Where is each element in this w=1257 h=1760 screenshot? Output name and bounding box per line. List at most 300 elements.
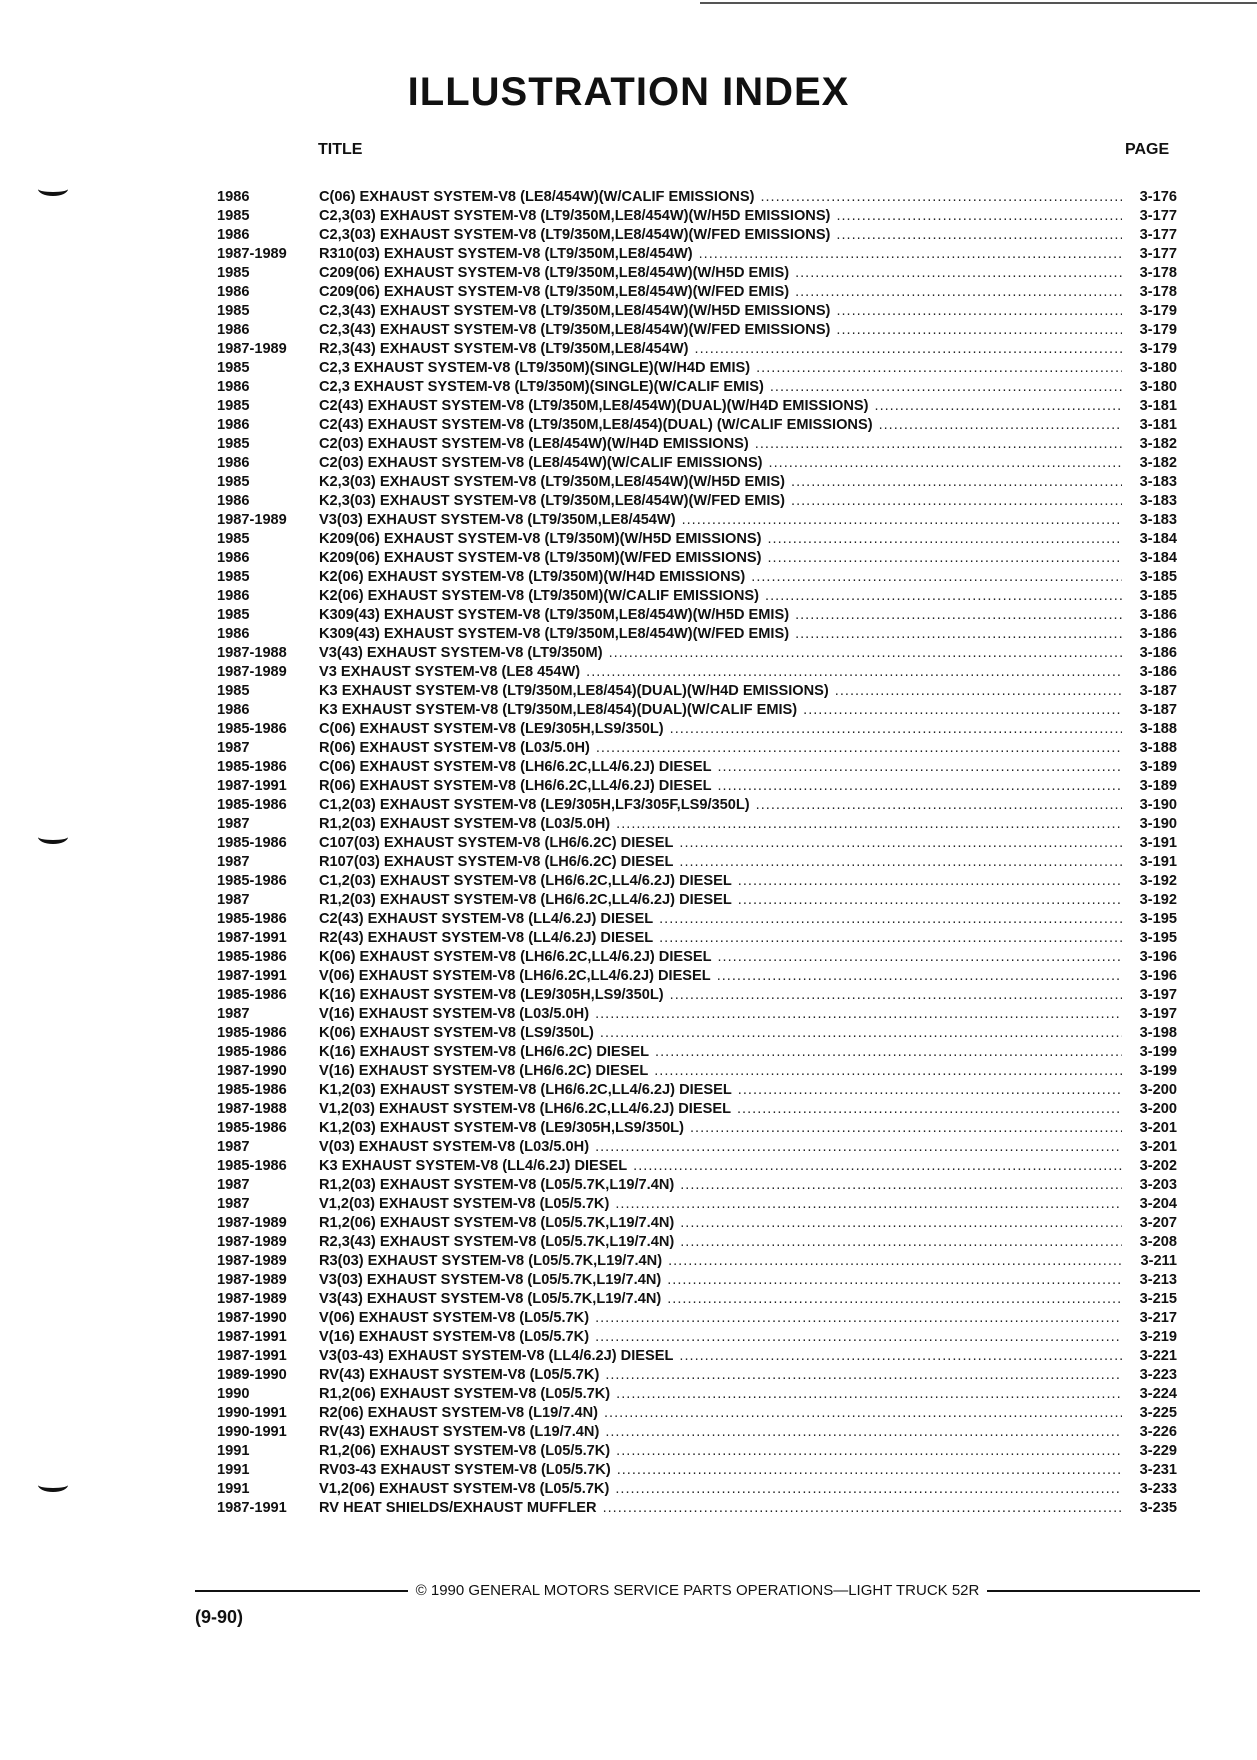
row-page: 3-200 [1139,1101,1177,1117]
index-row [217,530,1177,549]
row-year: 1987-1989 [217,1272,287,1288]
row-page: 3-215 [1139,1291,1177,1307]
row-page: 3-201 [1139,1139,1177,1155]
row-page: 3-223 [1139,1367,1177,1383]
row-entry [319,1005,1125,1024]
footer [195,1582,1200,1599]
row-year: 1986 [217,227,250,243]
footer-copyright: © 1990 GENERAL MOTORS SERVICE PARTS OPERATIONS—LIGHT TRUCK 52R [415,1582,980,1599]
dot-leader [668,1252,1122,1271]
row-page: 3-180 [1139,379,1177,395]
index-row [217,492,1177,511]
row-page: 3-188 [1139,721,1177,737]
dot-leader [679,853,1122,872]
dot-leader [836,226,1122,245]
row-title: C2,3 EXHAUST SYSTEM-V8 (LT9/350M)(SINGLE)(W/H4D EMIS) [319,360,751,376]
dot-leader [617,1461,1122,1480]
row-page: 3-183 [1139,512,1177,528]
row-page: 3-180 [1139,360,1177,376]
row-title: C2,3 EXHAUST SYSTEM-V8 (LT9/350M)(SINGLE)(W/CALIF EMIS) [319,379,764,395]
dot-leader [875,397,1122,416]
row-title: K209(06) EXHAUST SYSTEM-V8 (LT9/350M)(W/FED EMISSIONS) [319,550,762,566]
row-page: 3-217 [1139,1310,1177,1326]
dot-leader [755,435,1122,454]
row-year: 1987 [217,892,250,908]
dot-leader [680,1176,1122,1195]
dot-leader [609,644,1122,663]
row-entry [319,815,1125,834]
dot-leader [595,1005,1122,1024]
index-row [217,682,1177,701]
row-entry [319,454,1125,473]
row-title: R1,2(03) EXHAUST SYSTEM-V8 (L03/5.0H) [319,816,611,832]
row-page: 3-177 [1139,227,1177,243]
row-title: C2,3(43) EXHAUST SYSTEM-V8 (LT9/350M,LE8/454W)(W/H5D EMISSIONS) [319,303,831,319]
index-row [217,1461,1177,1480]
index-row [217,435,1177,454]
row-page: 3-197 [1139,987,1177,1003]
row-page: 3-188 [1139,740,1177,756]
row-entry [319,587,1125,606]
index-row [217,1423,1177,1442]
row-year: 1986 [217,455,250,471]
dot-leader [680,1233,1122,1252]
row-title: C209(06) EXHAUST SYSTEM-V8 (LT9/350M,LE8/454W)(W/FED EMIS) [319,284,790,300]
row-entry [319,1328,1125,1347]
index-row [217,264,1177,283]
row-page: 3-183 [1139,474,1177,490]
row-page: 3-182 [1139,436,1177,452]
row-year: 1985-1986 [217,797,287,813]
row-page: 3-191 [1139,854,1177,870]
dot-leader [738,1081,1122,1100]
dot-leader [738,872,1122,891]
index-row [217,568,1177,587]
row-entry [319,1309,1125,1328]
row-entry [319,1100,1125,1119]
row-entry [319,1119,1125,1138]
row-entry [319,1024,1125,1043]
dot-leader [791,473,1122,492]
row-entry [319,720,1125,739]
index-row [217,1233,1177,1252]
row-entry [319,606,1125,625]
row-title: V3(03) EXHAUST SYSTEM-V8 (L05/5.7K,L19/7.4N) [319,1272,662,1288]
row-year: 1985 [217,360,250,376]
row-year: 1986 [217,702,250,718]
row-entry [319,967,1125,986]
row-page: 3-182 [1139,455,1177,471]
row-title: R1,2(03) EXHAUST SYSTEM-V8 (L05/5.7K,L19/7.4N) [319,1177,675,1193]
row-entry [319,1290,1125,1309]
index-row [217,1005,1177,1024]
row-title: C2,3(43) EXHAUST SYSTEM-V8 (LT9/350M,LE8/454W)(W/FED EMISSIONS) [319,322,831,338]
row-entry [319,701,1125,720]
row-year: 1987-1989 [217,664,287,680]
dot-leader [615,1195,1122,1214]
row-title: V3(43) EXHAUST SYSTEM-V8 (L05/5.7K,L19/7.4N) [319,1291,662,1307]
row-year: 1987-1991 [217,778,287,794]
row-page: 3-187 [1139,702,1177,718]
row-page: 3-186 [1139,626,1177,642]
index-row [217,1366,1177,1385]
row-title: C2(03) EXHAUST SYSTEM-V8 (LE8/454W)(W/CALIF EMISSIONS) [319,455,763,471]
row-year: 1987-1991 [217,1329,287,1345]
index-row [217,910,1177,929]
dot-leader [791,492,1122,511]
row-year: 1987-1989 [217,1234,287,1250]
row-entry [319,378,1125,397]
index-row [217,796,1177,815]
page-title: ILLUSTRATION INDEX [407,70,850,114]
index-row [217,1328,1177,1347]
dot-leader [679,1347,1122,1366]
row-entry [319,435,1125,454]
row-title: RV(43) EXHAUST SYSTEM-V8 (L05/5.7K) [319,1367,600,1383]
row-title: K(16) EXHAUST SYSTEM-V8 (LH6/6.2C) DIESEL [319,1044,650,1060]
row-entry [319,1157,1125,1176]
row-entry [319,682,1125,701]
dot-leader [738,891,1122,910]
row-year: 1986 [217,417,250,433]
row-title: R1,2(06) EXHAUST SYSTEM-V8 (L05/5.7K,L19/7.4N) [319,1215,675,1231]
row-year: 1987-1989 [217,1291,287,1307]
dot-leader [770,378,1122,397]
dot-leader [835,682,1122,701]
dot-leader [718,948,1123,967]
row-year: 1986 [217,189,250,205]
index-row [217,473,1177,492]
row-year: 1986 [217,322,250,338]
dot-leader [605,1423,1122,1442]
row-title: V1,2(06) EXHAUST SYSTEM-V8 (L05/5.7K) [319,1481,610,1497]
row-title: V1,2(03) EXHAUST SYSTEM-V8 (L05/5.7K) [319,1196,610,1212]
binder-hole-mark [38,830,68,844]
row-title: C2,3(03) EXHAUST SYSTEM-V8 (LT9/350M,LE8/454W)(W/H5D EMISSIONS) [319,208,831,224]
index-row [217,929,1177,948]
row-page: 3-186 [1139,607,1177,623]
row-entry [319,568,1125,587]
dot-leader [616,1442,1122,1461]
row-title: K2(06) EXHAUST SYSTEM-V8 (LT9/350M)(W/H4D EMISSIONS) [319,569,746,585]
row-year: 1986 [217,284,250,300]
row-year: 1987-1988 [217,645,287,661]
dot-leader [717,967,1122,986]
row-year: 1985-1986 [217,759,287,775]
index-row [217,606,1177,625]
row-page: 3-225 [1139,1405,1177,1421]
binder-hole-mark [38,182,68,196]
dot-leader [680,1214,1122,1233]
row-title: C2(43) EXHAUST SYSTEM-V8 (LT9/350M,LE8/454W)(DUAL)(W/H4D EMISSIONS) [319,398,869,414]
index-row [217,625,1177,644]
footer-rule-right [987,1590,1200,1592]
index-row [217,1271,1177,1290]
row-year: 1985 [217,208,250,224]
row-title: K(06) EXHAUST SYSTEM-V8 (LH6/6.2C,LL4/6.2J) DIESEL [319,949,712,965]
row-entry [319,1423,1125,1442]
row-entry [319,530,1125,549]
row-title: K3 EXHAUST SYSTEM-V8 (LL4/6.2J) DIESEL [319,1158,628,1174]
row-entry [319,492,1125,511]
index-row [217,739,1177,758]
row-entry [319,796,1125,815]
revision-date: (9-90) [195,1607,244,1627]
index-row [217,321,1177,340]
dot-leader [659,929,1122,948]
row-page: 3-184 [1139,550,1177,566]
index-row [217,511,1177,530]
row-year: 1985 [217,569,250,585]
row-title: K3 EXHAUST SYSTEM-V8 (LT9/350M,LE8/454)(DUAL)(W/CALIF EMIS) [319,702,798,718]
row-title: R2(43) EXHAUST SYSTEM-V8 (LL4/6.2J) DIESEL [319,930,654,946]
row-title: R310(03) EXHAUST SYSTEM-V8 (LT9/350M,LE8/454W) [319,246,693,262]
row-year: 1990-1991 [217,1424,287,1440]
row-page: 3-233 [1139,1481,1177,1497]
row-year: 1987 [217,1196,250,1212]
row-year: 1990 [217,1386,250,1402]
row-year: 1985-1986 [217,1158,287,1174]
row-title: C209(06) EXHAUST SYSTEM-V8 (LT9/350M,LE8/454W)(W/H5D EMIS) [319,265,790,281]
row-page: 3-235 [1139,1500,1177,1516]
row-entry [319,834,1125,853]
index-row [217,967,1177,986]
row-page: 3-186 [1139,645,1177,661]
row-year: 1987-1991 [217,930,287,946]
row-entry [319,1081,1125,1100]
row-page: 3-196 [1139,968,1177,984]
row-year: 1986 [217,493,250,509]
row-year: 1985-1986 [217,1044,287,1060]
dot-leader [879,416,1122,435]
row-entry [319,1404,1125,1423]
index-row [217,663,1177,682]
row-title: R2,3(43) EXHAUST SYSTEM-V8 (LT9/350M,LE8/454W) [319,341,689,357]
row-page: 3-197 [1139,1006,1177,1022]
dot-leader [836,302,1122,321]
row-title: K(06) EXHAUST SYSTEM-V8 (LS9/350L) [319,1025,594,1041]
index-row [217,1062,1177,1081]
row-page: 3-189 [1139,778,1177,794]
index-row [217,1290,1177,1309]
row-year: 1987-1988 [217,1101,287,1117]
row-page: 3-202 [1139,1158,1177,1174]
row-year: 1987-1991 [217,1348,287,1364]
row-page: 3-199 [1139,1063,1177,1079]
row-title: C2,3(03) EXHAUST SYSTEM-V8 (LT9/350M,LE8/454W)(W/FED EMISSIONS) [319,227,831,243]
index-row [217,549,1177,568]
index-row [217,302,1177,321]
dot-leader [768,530,1123,549]
row-year: 1987-1989 [217,246,287,262]
index-row [217,1176,1177,1195]
index-row [217,1385,1177,1404]
row-entry [319,1043,1125,1062]
row-entry [319,1442,1125,1461]
row-page: 3-179 [1139,322,1177,338]
row-entry [319,986,1125,1005]
column-header-title: TITLE [318,141,363,158]
dot-leader [655,1043,1122,1062]
row-year: 1985 [217,683,250,699]
row-title: K3 EXHAUST SYSTEM-V8 (LT9/350M,LE8/454)(DUAL)(W/H4D EMISSIONS) [319,683,829,699]
dot-leader [604,1404,1122,1423]
index-row [217,454,1177,473]
dot-leader [595,1309,1122,1328]
dot-leader [769,454,1122,473]
row-page: 3-219 [1139,1329,1177,1345]
index-row [217,378,1177,397]
row-page: 3-187 [1139,683,1177,699]
row-year: 1987-1989 [217,512,287,528]
row-entry [319,663,1125,682]
dot-leader [595,1328,1122,1347]
index-row [217,834,1177,853]
dot-leader [756,359,1122,378]
row-year: 1986 [217,626,250,642]
row-entry [319,1461,1125,1480]
row-year: 1985-1986 [217,949,287,965]
row-page: 3-199 [1139,1044,1177,1060]
row-year: 1987 [217,1139,250,1155]
row-page: 3-176 [1139,189,1177,205]
row-year: 1987 [217,740,250,756]
row-entry [319,549,1125,568]
row-page: 3-213 [1139,1272,1177,1288]
index-row [217,340,1177,359]
row-title: K309(43) EXHAUST SYSTEM-V8 (LT9/350M,LE8/454W)(W/FED EMIS) [319,626,790,642]
row-title: C1,2(03) EXHAUST SYSTEM-V8 (LH6/6.2C,LL4/6.2J) DIESEL [319,873,732,889]
row-title: V3(03) EXHAUST SYSTEM-V8 (LT9/350M,LE8/454W) [319,512,676,528]
dot-leader [795,625,1122,644]
row-entry [319,340,1125,359]
row-title: C2(43) EXHAUST SYSTEM-V8 (LT9/350M,LE8/454)(DUAL) (W/CALIF EMISSIONS) [319,417,873,433]
dot-leader [699,245,1122,264]
row-year: 1985-1986 [217,721,287,737]
index-row [217,720,1177,739]
row-year: 1991 [217,1462,250,1478]
dot-leader [718,758,1123,777]
row-entry [319,948,1125,967]
binder-hole-mark [38,1478,68,1492]
row-year: 1989-1990 [217,1367,287,1383]
index-row [217,1480,1177,1499]
row-page: 3-181 [1139,417,1177,433]
row-year: 1985-1986 [217,911,287,927]
row-title: V3(03-43) EXHAUST SYSTEM-V8 (LL4/6.2J) DIESEL [319,1348,674,1364]
row-title: K2(06) EXHAUST SYSTEM-V8 (LT9/350M)(W/CALIF EMISSIONS) [319,588,760,604]
row-year: 1987-1990 [217,1310,287,1326]
row-entry [319,1195,1125,1214]
dot-leader [654,1062,1122,1081]
index-row [217,701,1177,720]
row-year: 1985-1986 [217,1082,287,1098]
row-page: 3-200 [1139,1082,1177,1098]
row-page: 3-192 [1139,892,1177,908]
row-title: V(16) EXHAUST SYSTEM-V8 (L03/5.0H) [319,1006,590,1022]
dot-leader [760,188,1122,207]
row-page: 3-208 [1139,1234,1177,1250]
row-entry [319,302,1125,321]
row-page: 3-189 [1139,759,1177,775]
row-page: 3-224 [1139,1386,1177,1402]
row-title: K(16) EXHAUST SYSTEM-V8 (LE9/305H,LS9/350L) [319,987,664,1003]
row-entry [319,245,1125,264]
dot-leader [795,264,1122,283]
dot-leader [633,1157,1122,1176]
row-title: K209(06) EXHAUST SYSTEM-V8 (LT9/350M)(W/H5D EMISSIONS) [319,531,762,547]
index-row [217,1024,1177,1043]
row-entry [319,872,1125,891]
row-page: 3-179 [1139,341,1177,357]
index-row [217,1347,1177,1366]
row-entry [319,625,1125,644]
dot-leader [605,1366,1122,1385]
dot-leader [595,1138,1122,1157]
index-row [217,1214,1177,1233]
index-row [217,1157,1177,1176]
row-year: 1987-1989 [217,341,287,357]
row-page: 3-192 [1139,873,1177,889]
row-title: C(06) EXHAUST SYSTEM-V8 (LE8/454W)(W/CALIF EMISSIONS) [319,189,755,205]
index-row [217,245,1177,264]
row-year: 1991 [217,1443,250,1459]
row-title: R107(03) EXHAUST SYSTEM-V8 (LH6/6.2C) DIESEL [319,854,674,870]
row-page: 3-178 [1139,265,1177,281]
row-title: R2,3(43) EXHAUST SYSTEM-V8 (L05/5.7K,L19/7.4N) [319,1234,675,1250]
index-row [217,1043,1177,1062]
row-year: 1987-1991 [217,968,287,984]
dot-leader [667,1290,1122,1309]
row-page: 3-229 [1139,1443,1177,1459]
row-year: 1987 [217,854,250,870]
row-year: 1985-1986 [217,873,287,889]
index-row [217,283,1177,302]
index-row [217,416,1177,435]
row-title: C2(43) EXHAUST SYSTEM-V8 (LL4/6.2J) DIESEL [319,911,654,927]
row-entry [319,1347,1125,1366]
row-page: 3-207 [1139,1215,1177,1231]
row-title: R3(03) EXHAUST SYSTEM-V8 (L05/5.7K,L19/7.4N) [319,1253,663,1269]
dot-leader [803,701,1122,720]
row-page: 3-203 [1139,1177,1177,1193]
row-title: C107(03) EXHAUST SYSTEM-V8 (LH6/6.2C) DIESEL [319,835,674,851]
dot-leader [596,739,1122,758]
row-title: V1,2(03) EXHAUST SYSTEM-V8 (LH6/6.2C,LL4/6.2J) DIESEL [319,1101,731,1117]
index-row [217,644,1177,663]
index-row [217,1100,1177,1119]
dot-leader [615,1480,1122,1499]
row-page: 3-226 [1139,1424,1177,1440]
dot-leader [836,207,1122,226]
row-entry [319,644,1125,663]
row-page: 3-177 [1139,208,1177,224]
row-entry [319,1499,1125,1518]
dot-leader [690,1119,1122,1138]
row-year: 1985 [217,398,250,414]
row-title: R1,2(06) EXHAUST SYSTEM-V8 (L05/5.7K) [319,1386,611,1402]
index-row [217,853,1177,872]
row-year: 1987-1989 [217,1253,287,1269]
dot-leader [616,815,1122,834]
row-page: 3-190 [1139,797,1177,813]
row-title: K2,3(03) EXHAUST SYSTEM-V8 (LT9/350M,LE8/454W)(W/FED EMIS) [319,493,786,509]
row-title: V(06) EXHAUST SYSTEM-V8 (LH6/6.2C,LL4/6.2J) DIESEL [319,968,711,984]
row-page: 3-178 [1139,284,1177,300]
row-year: 1985 [217,607,250,623]
index-row [217,948,1177,967]
index-row [217,777,1177,796]
